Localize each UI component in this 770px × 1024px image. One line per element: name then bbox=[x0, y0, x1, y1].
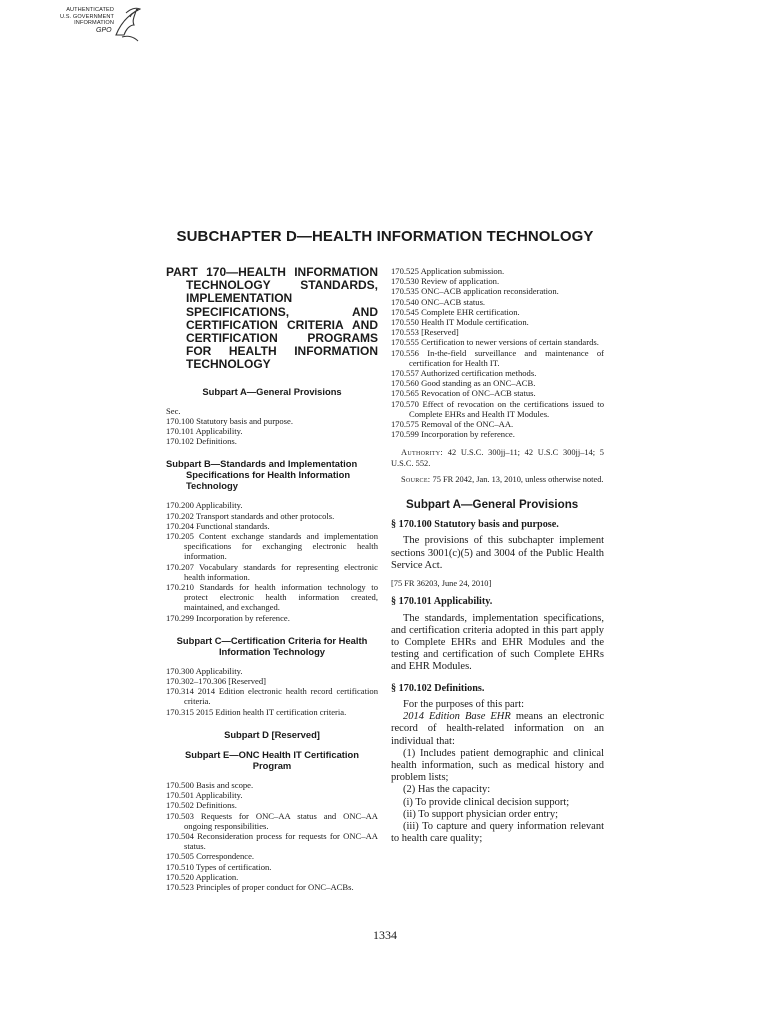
section-170-102-heading: § 170.102 Definitions. bbox=[391, 682, 485, 694]
definition-para: (i) To provide clinical decision support; bbox=[403, 796, 570, 808]
toc-item[interactable]: 170.510 Types of certification. bbox=[166, 861, 272, 872]
page-number: 1334 bbox=[373, 928, 397, 942]
toc-item[interactable]: 170.504 Reconsideration process for requests for ONC–AA status. bbox=[166, 830, 378, 852]
right-column bbox=[391, 266, 604, 845]
toc-item[interactable]: 170.535 ONC–ACB application reconsideration. bbox=[391, 286, 559, 297]
toc-item[interactable]: 170.530 Review of application. bbox=[391, 276, 500, 287]
toc-item[interactable]: 170.553 [Reserved] bbox=[391, 327, 459, 338]
toc-item[interactable]: 170.204 Functional standards. bbox=[166, 520, 270, 531]
subpart-a-heading: Subpart A—General Provisions bbox=[406, 497, 579, 511]
subpart-d-toc-heading: Subpart D [Reserved] bbox=[224, 728, 320, 740]
definition-para: (2) Has the capacity: bbox=[403, 784, 491, 796]
subpart-a-toc-heading: Subpart A—General Provisions bbox=[202, 385, 342, 397]
subpart-e-toc-heading: Subpart E—ONC Health IT Certification Program bbox=[185, 748, 359, 771]
toc-item[interactable]: 170.207 Vocabulary standards for representing electronic health information. bbox=[166, 561, 378, 582]
subpart-e-toc-list bbox=[166, 780, 378, 892]
toc-item[interactable]: 170.556 In-the-field surveillance and maintenance of certification for Health IT. bbox=[391, 347, 604, 368]
toc-item[interactable]: 170.503 Requests for ONC–AA status and ONC–AA ongoing responsibilities. bbox=[166, 810, 378, 831]
toc-item[interactable]: 170.565 Revocation of ONC–ACB status. bbox=[391, 388, 536, 399]
section-170-100-text: The provisions of this subchapter implement sections 3001(c)(5) and 3004 of the Public Health Service Act. bbox=[391, 535, 604, 571]
section-170-101-text: The standards, implementation specifications, and certification criteria adopted in this part apply to Complete EHRs and EHR Modules and the testing and certification of such Complete EHRs and EHR Modules. bbox=[391, 612, 604, 673]
toc-item[interactable]: 170.545 Complete EHR certification. bbox=[391, 306, 520, 317]
toc-item[interactable]: 170.557 Authorized certification methods. bbox=[391, 368, 537, 379]
toc-item[interactable]: 170.299 Incorporation by reference. bbox=[166, 612, 290, 623]
section-170-100-heading: § 170.100 Statutory basis and purpose. bbox=[391, 519, 559, 531]
toc-item[interactable]: 170.555 Certification to newer versions of certain standards. bbox=[391, 337, 599, 348]
definition-para: (iii) To capture and query information relevant to health care quality; bbox=[391, 820, 604, 845]
left-column bbox=[166, 266, 378, 892]
toc-item[interactable]: 170.315 2015 Edition health IT certification criteria. bbox=[166, 706, 347, 717]
definition-base-ehr: 2014 Edition Base EHR means an electronic record of health-related information on an individual that: bbox=[391, 711, 604, 747]
toc-item[interactable]: 170.505 Correspondence. bbox=[166, 851, 255, 862]
eagle-icon bbox=[112, 5, 144, 45]
toc-item[interactable]: 170.575 Removal of the ONC–AA. bbox=[391, 419, 514, 430]
toc-item[interactable]: 170.500 Basis and scope. bbox=[166, 779, 254, 790]
logo-text: AUTHENTICATED U.S. GOVERNMENT INFORMATION bbox=[59, 7, 114, 27]
toc-item[interactable]: 170.205 Content exchange standards and implementation specifications for exchanging electronic health information. bbox=[166, 531, 378, 562]
section-170-101-heading: § 170.101 Applicability. bbox=[391, 596, 493, 608]
toc-item[interactable]: 170.300 Applicability. bbox=[166, 665, 243, 676]
definitions-intro: For the purposes of this part: bbox=[403, 698, 525, 710]
subchapter-title: SUBCHAPTER D—HEALTH INFORMATION TECHNOLOGY bbox=[176, 228, 594, 245]
toc-item[interactable]: 170.599 Incorporation by reference. bbox=[391, 429, 515, 440]
toc-item[interactable]: 170.550 Health IT Module certification. bbox=[391, 317, 529, 328]
toc-item[interactable]: 170.302–170.306 [Reserved] bbox=[166, 676, 267, 687]
toc-item[interactable]: 170.570 Effect of revocation on the certifications issued to Complete EHRs and Health IT Modules. bbox=[391, 398, 604, 419]
toc-item[interactable]: 170.525 Application submission. bbox=[391, 266, 505, 276]
toc-item[interactable]: 170.540 ONC–ACB status. bbox=[391, 296, 486, 307]
subpart-c-toc-list bbox=[166, 666, 378, 717]
toc-item[interactable]: 170.202 Transport standards and other protocols. bbox=[166, 510, 335, 521]
definition-para: (1) Includes patient demographic and clinical health information, such as medical history and problem lists; bbox=[391, 747, 604, 784]
toc-item[interactable]: 170.100 Statutory basis and purpose. bbox=[166, 415, 293, 426]
citation: [75 FR 36203, June 24, 2010] bbox=[391, 579, 492, 589]
toc-item[interactable]: 170.502 Definitions. bbox=[166, 800, 237, 811]
authority-note: Authority: 42 U.S.C. 300jj–11; 42 U.S.C 300jj–14; 5 U.S.C. 552. bbox=[391, 448, 604, 468]
sec-label: Sec. bbox=[166, 405, 181, 416]
toc-item[interactable]: 170.520 Application. bbox=[166, 871, 239, 882]
part-title: PART 170—HEALTH INFORMATION TECHNOLOGY STANDARDS, IMPLEMENTATION SPECIFICATIONS, AND CERTIFICATION CRITERIA AND CERTIFICATION PROGRAMS FOR HEALTH INFORMATION TECHNOLOGY bbox=[166, 265, 378, 372]
gpo-mark: GPO bbox=[96, 27, 112, 34]
toc-item[interactable]: 170.314 2014 Edition electronic health record certification criteria. bbox=[166, 686, 378, 707]
toc-item[interactable]: 170.200 Applicability. bbox=[166, 500, 243, 511]
source-note: Source: 75 FR 2042, Jan. 13, 2010, unless otherwise noted. bbox=[401, 475, 604, 485]
definition-para: (ii) To support physician order entry; bbox=[403, 808, 559, 820]
gpo-authentication-logo bbox=[52, 5, 144, 47]
toc-item[interactable]: 170.560 Good standing as an ONC–ACB. bbox=[391, 378, 536, 389]
toc-item[interactable]: 170.523 Principles of proper conduct for ONC–ACBs. bbox=[166, 881, 354, 892]
toc-item[interactable]: 170.102 Definitions. bbox=[166, 436, 237, 447]
toc-item[interactable]: 170.210 Standards for health information technology to protect electronic health information created, maintained, and exchanged. bbox=[166, 582, 378, 613]
subpart-e-toc-list-continued bbox=[391, 266, 604, 439]
subpart-b-toc-heading: Subpart B—Standards and Implementation Specifications for Health Information Technology bbox=[166, 458, 358, 492]
subpart-a-toc-list bbox=[166, 416, 378, 447]
subpart-c-toc-heading: Subpart C—Certification Criteria for Health Information Technology bbox=[176, 634, 368, 657]
toc-item[interactable]: 170.501 Applicability. bbox=[166, 790, 243, 801]
defined-term: 2014 Edition Base EHR bbox=[403, 711, 511, 723]
subpart-b-toc-list bbox=[166, 500, 378, 622]
toc-item[interactable]: 170.101 Applicability. bbox=[166, 426, 243, 437]
